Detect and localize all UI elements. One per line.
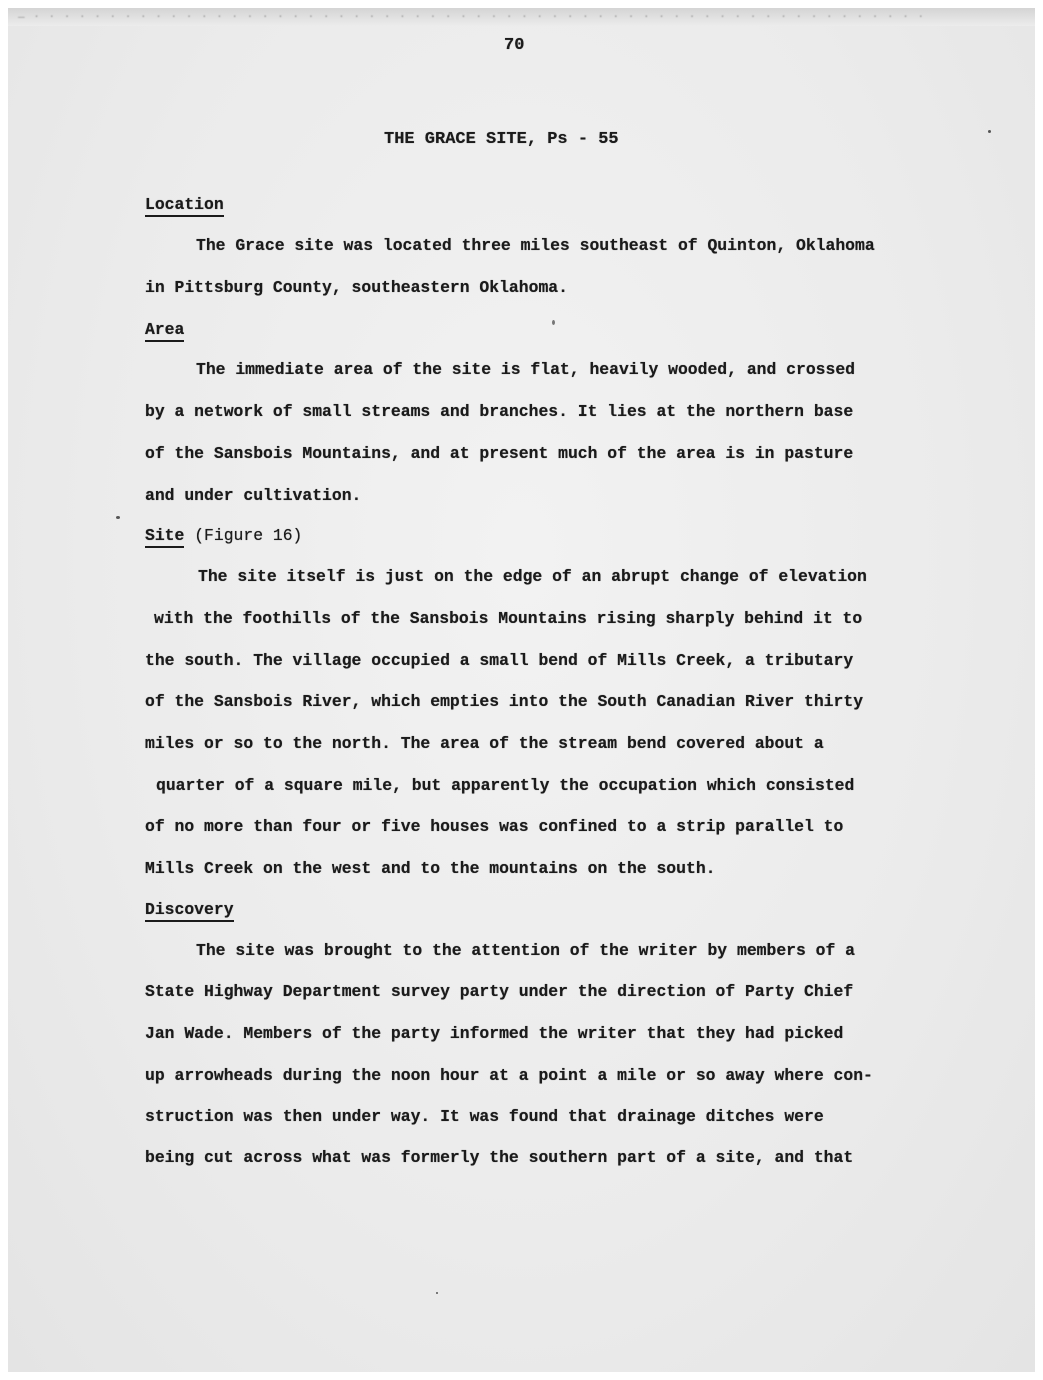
page-number: 70: [504, 36, 525, 55]
discovery-line: being cut across what was formerly the southern part of a site, and that: [145, 1148, 854, 1167]
discovery-line: Jan Wade. Members of the party informed the writer that they had picked: [145, 1024, 844, 1043]
scan-speck: [552, 320, 555, 325]
area-line: The immediate area of the site is flat, heavily wooded, and crossed: [196, 360, 856, 379]
site-line: the south. The village occupied a small bend of Mills Creek, a tributary: [145, 651, 854, 670]
page-title: THE GRACE SITE, Ps - 55: [384, 130, 619, 149]
location-line: in Pittsburg County, southeastern Oklahoma.: [145, 278, 568, 297]
bleed-through-text: — · · · · · · · · · · · · · · · · · · · · · · · · · · · · · · · · · · · · · · · · · · · · · · · · · · · · · · · · · · ·: [18, 10, 926, 23]
area-line: of the Sansbois Mountains, and at present much of the area is in pasture: [145, 444, 854, 463]
scan-speck: [436, 1292, 438, 1294]
site-line: of the Sansbois River, which empties into the South Canadian River thirty: [145, 692, 864, 711]
discovery-line: up arrowheads during the noon hour at a point a mile or so away where con-: [145, 1066, 873, 1085]
location-line: The Grace site was located three miles southeast of Quinton, Oklahoma: [196, 236, 875, 255]
area-line: by a network of small streams and branches. It lies at the northern base: [145, 402, 854, 421]
heading-area: Area: [145, 320, 184, 342]
discovery-line: The site was brought to the attention of the writer by members of a: [196, 941, 856, 960]
area-line: and under cultivation.: [145, 486, 362, 505]
scan-speck: [116, 516, 120, 519]
site-line: quarter of a square mile, but apparently the occupation which consisted: [156, 776, 855, 795]
site-line: with the foothills of the Sansbois Mountains rising sharply behind it to: [154, 609, 863, 628]
site-line: miles or so to the north. The area of the stream bend covered about a: [145, 734, 824, 753]
site-line: The site itself is just on the edge of an abrupt change of elevation: [198, 567, 867, 586]
heading-discovery: Discovery: [145, 900, 234, 922]
scan-speck: [988, 130, 991, 133]
heading-site: Site: [145, 526, 184, 548]
site-heading-row: [145, 526, 302, 545]
document-page: [8, 8, 1035, 1372]
site-line: Mills Creek on the west and to the mountains on the south.: [145, 859, 716, 878]
site-line: of no more than four or five houses was confined to a strip parallel to: [145, 817, 844, 836]
discovery-line: struction was then under way. It was found that drainage ditches were: [145, 1107, 824, 1126]
scan-top-edge: [8, 8, 1035, 26]
discovery-line: State Highway Department survey party under the direction of Party Chief: [145, 982, 854, 1001]
figure-reference: (Figure 16): [184, 526, 303, 545]
heading-location: Location: [145, 195, 224, 217]
